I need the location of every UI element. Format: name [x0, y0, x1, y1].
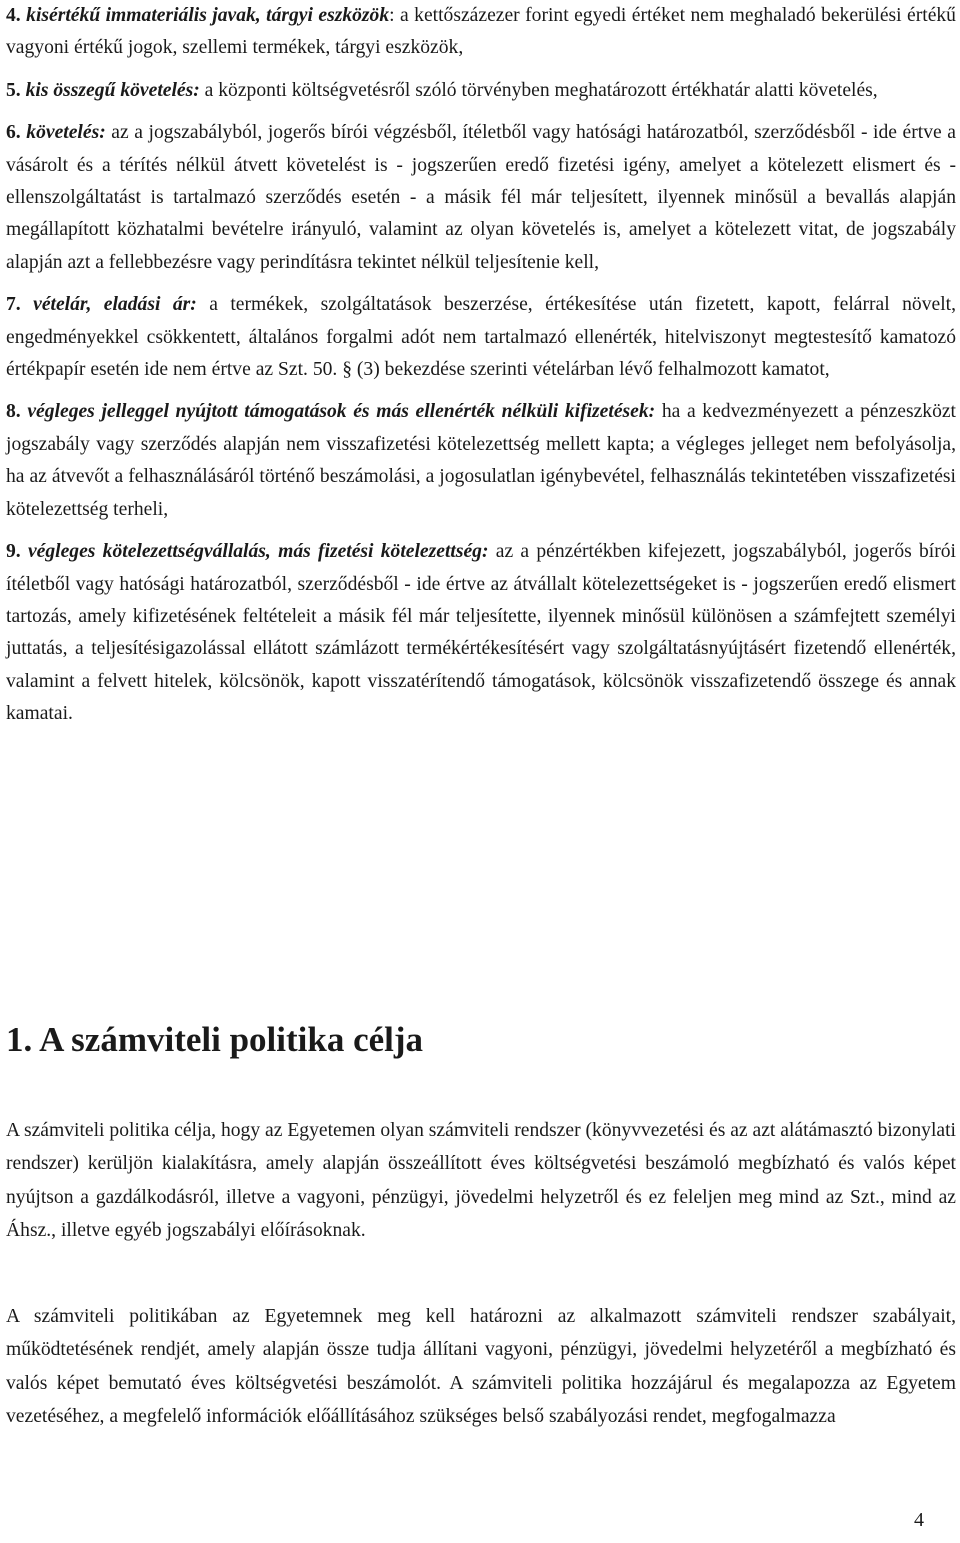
- section-paragraph-1: A számviteli politika célja, hogy az Egyetemen olyan számviteli rendszer (könyvvezetési és az azt alátámasztó bizonylati rendszer) kerüljön kialakításra, amely alapján összeállított éves költségvetési beszámoló megbízható és valós képet nyújtson a gazdálkodásról, illetve a vagyoni, pénzügyi, jövedelmi helyzetről és ez feleljen meg mind az Szt., mind az Áhsz., illetve egyéb jogszabályi előírásoknak.: [6, 1120, 956, 1242]
- definition-term: végleges jelleggel nyújtott támogatások és más ellenérték nélküli kifizetések:: [27, 401, 656, 423]
- definition-text: ha a kedvezményezett a pénzeszközt jogszabály vagy szerződés alapján nem visszafizetési kötelezettség mellett kapta; a végleges jelleget nem befolyásolja, ha az átvevőt a felhasználásáról történő beszámolási, a jogosulatlan igénybevétel, felhasználás tekintetében visszafizetési kötelezettség terheli,: [6, 401, 957, 520]
- definition-item-9: [6, 536, 956, 730]
- definition-term: vételár, eladási ár:: [33, 294, 197, 316]
- definition-item-8: [6, 396, 956, 526]
- definition-number: 4.: [6, 5, 21, 26]
- definition-text: a kettőszázezer forint egyedi értéket nem meghaladó bekerülési értékű vagyoni értékű jogok, szellemi termékek, tárgyi eszközök,: [6, 5, 956, 59]
- definition-term: kisértékű immateriális javak, tárgyi eszközök: [26, 5, 390, 26]
- section-paragraph-2: A számviteli politikában az Egyetemnek meg kell határozni az alkalmazott számviteli rendszer szabályait, működtetésének rendjét, amely alapján össze tudja állítani vagyoni, pénzügyi, jövedelmi helyzetéről a megbízható és valós képet bemutató éves költségvetési beszámolót. A számviteli politika hozzájárul és megalapozza az Egyetem vezetéséhez, a megfelelő információk előállításához szükséges belső szabályozási rendet, megfogalmazza: [6, 1306, 956, 1428]
- section-heading: 1. A számviteli politika célja: [6, 1020, 424, 1059]
- definition-item-6: [6, 117, 956, 279]
- definition-number: 7.: [6, 294, 21, 316]
- definition-term: kis összegű követelés:: [25, 79, 200, 101]
- definitions-list: [6, 0, 956, 731]
- definition-text: a központi költségvetésről szóló törvényben meghatározott értékhatár alatti követelés,: [199, 79, 878, 101]
- definition-item-7: [6, 289, 956, 386]
- definition-item-4: [6, 0, 956, 65]
- definition-term: végleges kötelezettségvállalás, más fizetési kötelezettség:: [27, 541, 489, 563]
- definition-number: 5.: [6, 79, 21, 101]
- page-number: 4: [914, 1509, 924, 1531]
- definition-item-5: [6, 75, 956, 107]
- definition-text: az a jogszabályból, jogerős bírói végzésből, ítéletből vagy hatósági határozatból, szerződésből - ide értve a vásárolt és a térítés nélkül átvett követelést is - jogszerűen eredő fizetési igény, amelyet a kötelezett elismert és - ellenszolgáltatást is tartalmazó szerződés esetén - a másik fél már teljesített, ilyennek minősül a bevallás alapján megállapított közhatalmi bevételre irányuló, valamint az olyan követelés is, amelyet a kötelezett vitat, de jogszabály alapján azt a fellebbezésre vagy perindításra tekintet nélkül teljesítenie kell,: [6, 122, 956, 273]
- definition-number: 8.: [6, 401, 21, 423]
- definition-number: 6.: [6, 122, 21, 144]
- definition-number: 9.: [6, 541, 21, 563]
- definition-text: az a pénzértékben kifejezett, jogszabályból, jogerős bírói ítéletből vagy hatósági határozatból, szerződésből - ide értve az átvállalt kötelezettségeket is - jogszerűen eredő elismert tartozás, amely kifizetésének feltételeit a másik fél már teljesítette, ilyennek minősül különösen a számfejtett személyi juttatás, a teljesítésigazolással ellátott számlázott termékértékesítésért vagy szolgáltatásnyújtásért fizetendő ellenérték, valamint a felvett hitelek, kölcsönök, kapott visszatérítendő támogatások, kölcsönök visszafizetendő összege és annak kamatai.: [6, 541, 957, 725]
- definition-term: követelés:: [26, 122, 106, 144]
- definition-separator: :: [389, 5, 395, 26]
- definition-text: a termékek, szolgáltatások beszerzése, értékesítése után fizetett, kapott, felárral növelt, engedményekkel csökkentett, általános forgalmi adót nem tartalmazó ellenérték, hitelviszonyt megtestesítő kamatozó értékpapír esetén ide nem értve az Szt. 50. § (3) bekezdése szerinti vételárban lévő felhalmozott kamatot,: [6, 294, 956, 381]
